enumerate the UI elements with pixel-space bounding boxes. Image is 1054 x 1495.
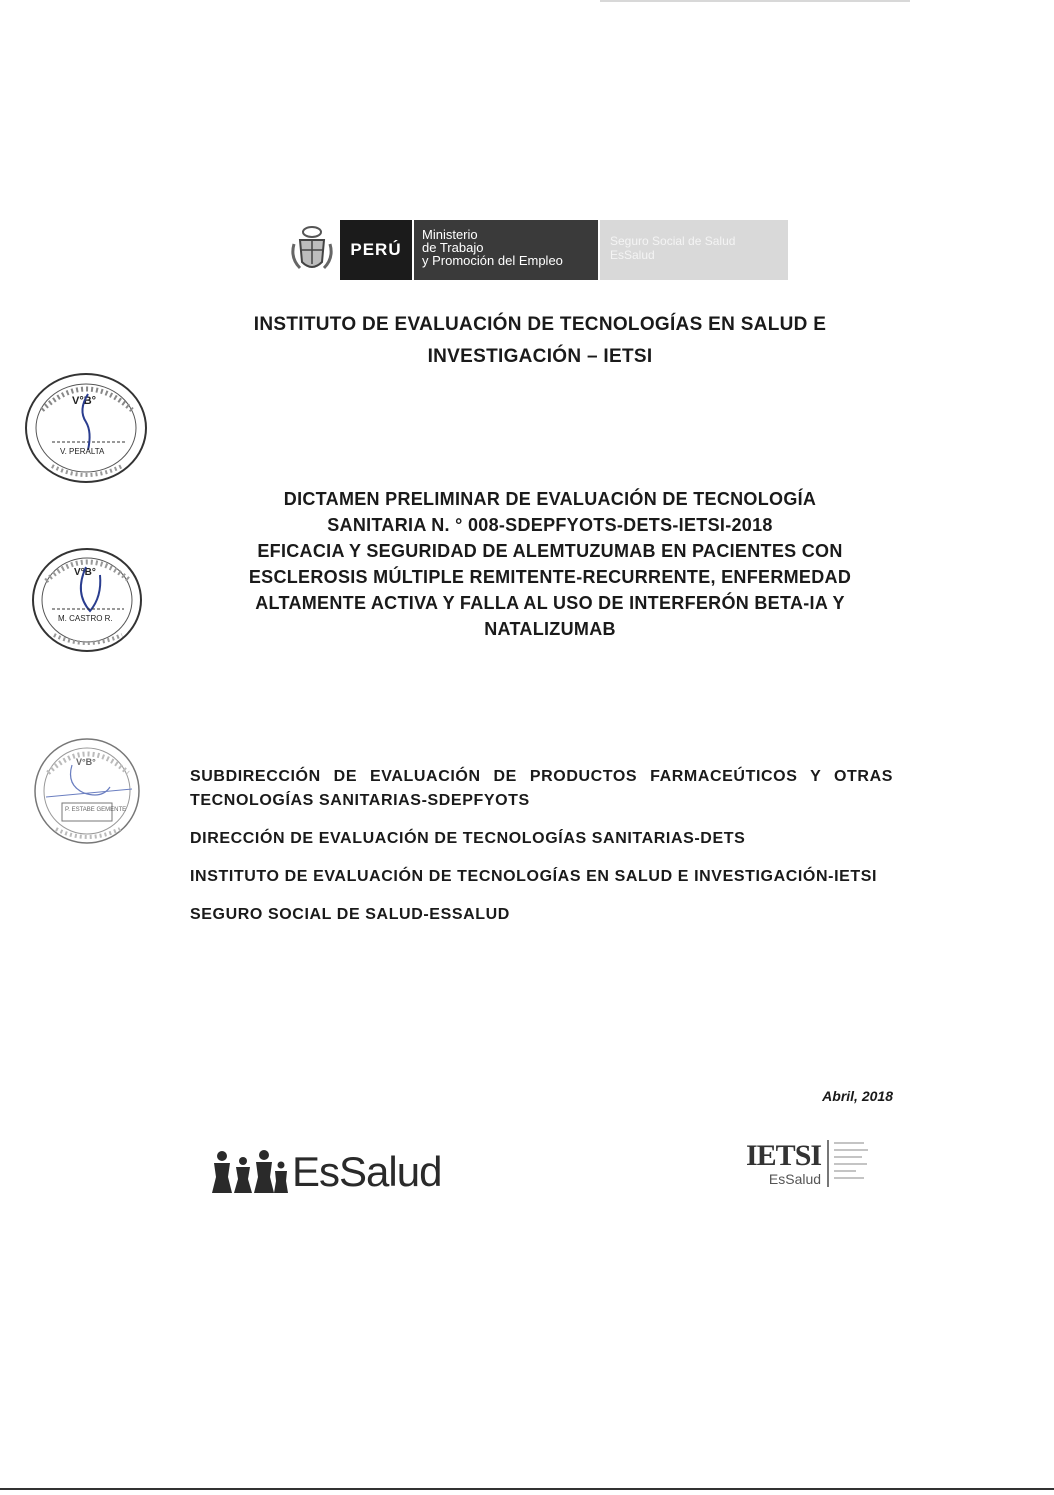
- seal-name-text: M. CASTRO R.: [58, 614, 113, 623]
- seal-vb-text: V°B°: [72, 395, 97, 407]
- approval-seal-peralta: [22, 370, 152, 493]
- ietsi-description-block: [827, 1140, 876, 1187]
- department-sdepfyots: SUBDIRECCIÓN DE EVALUACIÓN DE PRODUCTOS FARMACEÚTICOS Y OTRAS TECNOLOGÍAS SANITARIAS-SDEPFYOTS: [190, 768, 893, 809]
- essalud-wordmark: EsSalud: [292, 1148, 442, 1195]
- ietsi-logo: [746, 1140, 876, 1187]
- ietsi-essalud-sub: EsSalud: [768, 1170, 822, 1187]
- seal-name-text: V. PERALTA: [60, 447, 105, 456]
- department-dets: DIRECCIÓN DE EVALUACIÓN DE TECNOLOGÍAS SANITARIAS-DETS: [190, 830, 746, 847]
- seal-vb-text: V°B°: [74, 567, 96, 578]
- government-banner: [284, 220, 788, 280]
- page-edge-bottom: [0, 1488, 1054, 1490]
- page-edge-top: [600, 0, 910, 2]
- seal-vb-text: V°B°: [76, 757, 96, 767]
- approval-seal-castro: [30, 545, 146, 660]
- dictamen-title: DICTAMEN PRELIMINAR DE EVALUACIÓN DE TECNOLOGÍA SANITARIA N. ° 008-SDEPFYOTS-DETS-IETSI-2018 EFICACIA Y SEGURIDAD DE ALEMTUZUMAB EN PACIENTES CON ESCLEROSIS MÚLTIPLE REMITENTE-RECURRENTE, ENFERMEDAD ALTAMENTE ACTIVA Y FALLA AL USO DE INTERFERÓN BETA-IA Y NATALIZUMAB: [248, 489, 852, 639]
- departments-list: [190, 765, 893, 941]
- seal-name-text: P. ESTABE GEMENTE: [65, 807, 127, 813]
- essalud-logo: [210, 1148, 441, 1196]
- seguro-social-label: Seguro Social de Salud EsSalud: [598, 220, 788, 280]
- ietsi-wordmark: IETSI: [746, 1138, 822, 1172]
- approval-seal-estabe: [32, 735, 144, 852]
- family-figures-icon: [210, 1149, 288, 1195]
- document-date: Abril, 2018: [822, 1088, 893, 1104]
- peru-label: PERÚ: [340, 220, 412, 280]
- ministry-label: Ministerio de Trabajo y Promoción del Empleo: [412, 220, 598, 280]
- department-essalud: SEGURO SOCIAL DE SALUD-ESSALUD: [190, 906, 510, 923]
- institute-title: INSTITUTO DE EVALUACIÓN DE TECNOLOGÍAS EN SALUD E INVESTIGACIÓN – IETSI: [253, 314, 827, 367]
- coat-of-arms-icon: [284, 220, 340, 280]
- department-ietsi: INSTITUTO DE EVALUACIÓN DE TECNOLOGÍAS EN SALUD E INVESTIGACIÓN-IETSI: [190, 868, 878, 885]
